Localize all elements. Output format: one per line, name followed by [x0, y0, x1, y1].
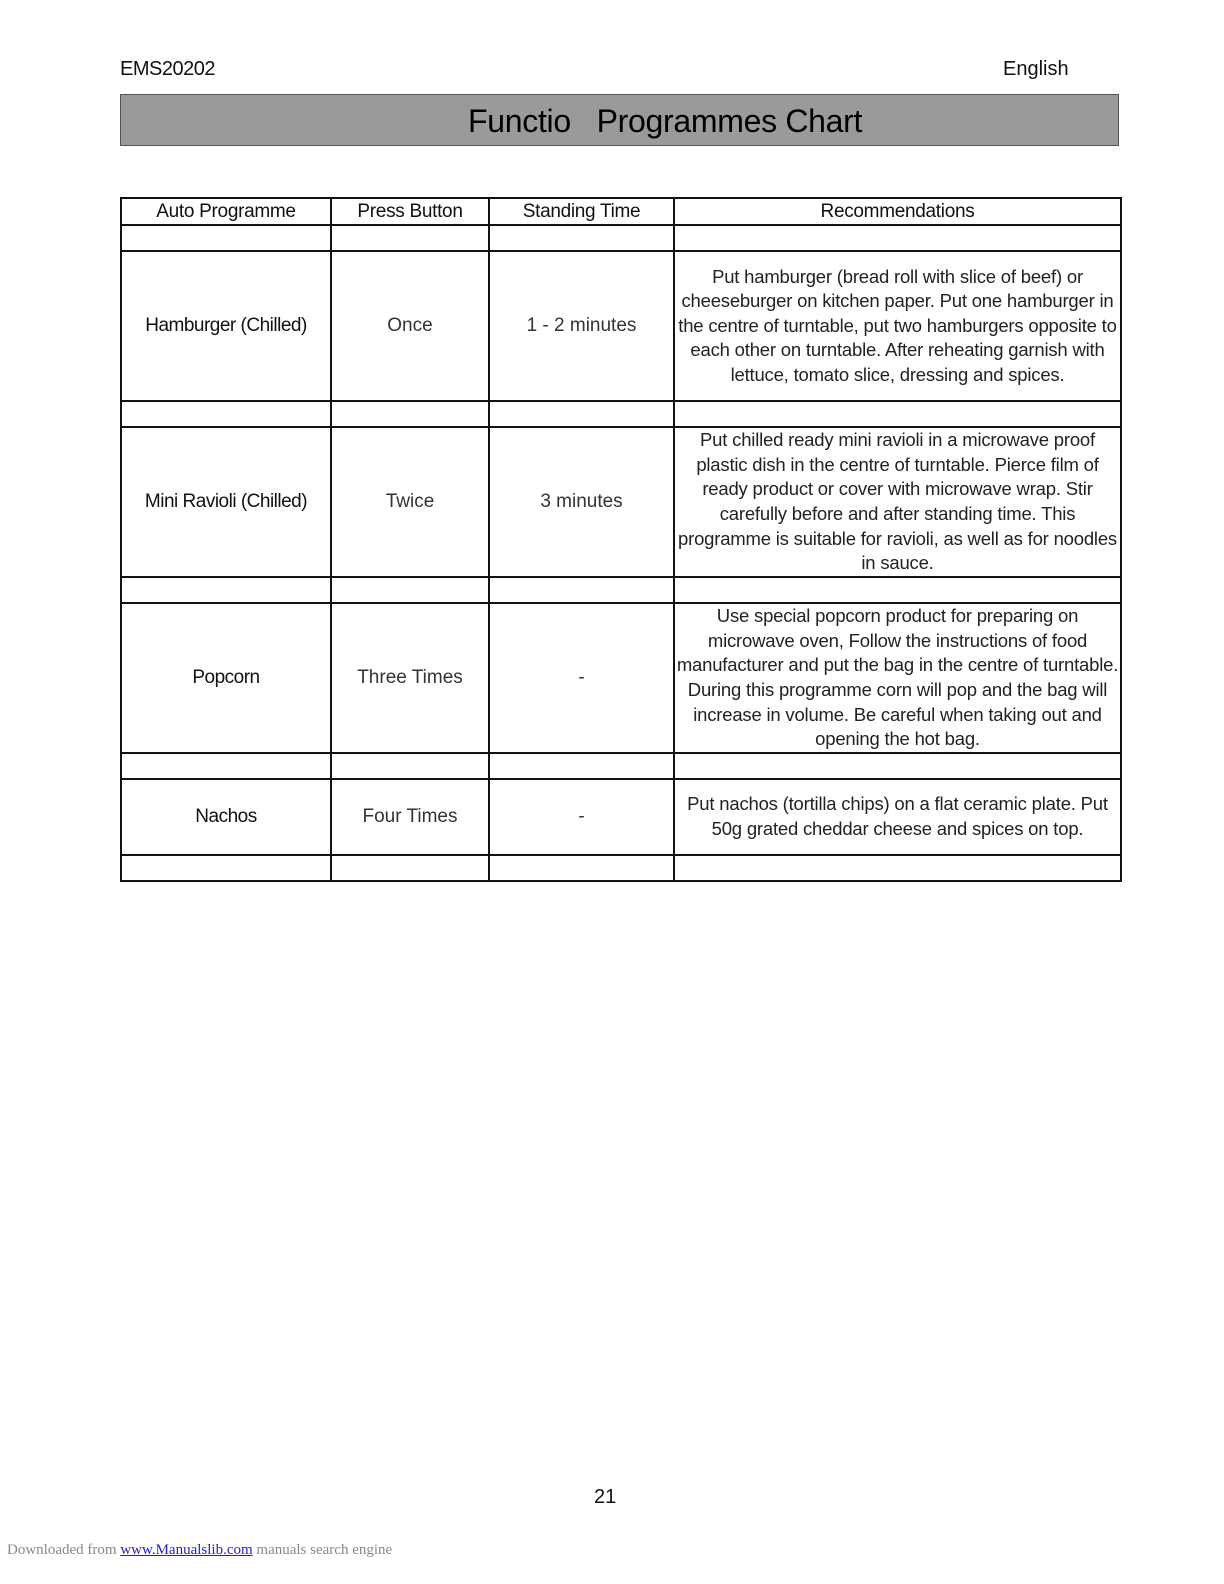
header-auto-programme: Auto Programme: [121, 198, 331, 225]
spacer-row: [121, 855, 1121, 881]
header-press-button: Press Button: [331, 198, 489, 225]
standing-time: -: [489, 779, 674, 855]
table-row: [121, 779, 1121, 855]
recommendation: Use special popcorn product for preparing on microwave oven, Follow the instructions of food manufacturer and put the bag in the centre of turntable. During this programme corn will pop and the bag will increase in volume. Be careful when taking out and opening the hot bag.: [674, 603, 1121, 753]
model-number: EMS20202: [120, 58, 215, 80]
recommendation: Put chilled ready mini ravioli in a microwave proof plastic dish in the centre of turntable. Pierce film of ready product or cover with microwave wrap. Stir carefully before and after standing time. This programme is suitable for ravioli, as well as for noodles in sauce.: [674, 427, 1121, 577]
press-count: Twice: [331, 427, 489, 577]
programmes-table: [120, 197, 1122, 882]
standing-time: -: [489, 603, 674, 753]
spacer-row: [121, 225, 1121, 251]
press-count: Once: [331, 251, 489, 401]
press-count: Three Times: [331, 603, 489, 753]
header-standing-time: Standing Time: [489, 198, 674, 225]
table-row: [121, 603, 1121, 753]
manualslib-link[interactable]: www.Manualslib.com: [120, 1542, 253, 1558]
standing-time: 1 - 2 minutes: [489, 251, 674, 401]
table-header-row: [121, 198, 1121, 225]
footer: [7, 1542, 392, 1559]
page-title: Functio Programmes Chart: [468, 103, 863, 139]
language-label: English: [1003, 58, 1069, 80]
spacer-row: [121, 753, 1121, 779]
spacer-row: [121, 401, 1121, 427]
table-row: [121, 251, 1121, 401]
programme-name: Nachos: [121, 779, 331, 855]
footer-suffix: manuals search engine: [256, 1542, 393, 1558]
table-row: [121, 427, 1121, 577]
footer-prefix: Downloaded from: [7, 1542, 117, 1558]
header-recommendations: Recommendations: [674, 198, 1121, 225]
recommendation: Put nachos (tortilla chips) on a flat ceramic plate. Put 50g grated cheddar cheese and spices on top.: [674, 779, 1121, 855]
page-number: 21: [594, 1486, 617, 1508]
standing-time: 3 minutes: [489, 427, 674, 577]
title-bar: [120, 94, 1119, 146]
programme-name: Popcorn: [121, 603, 331, 753]
recommendation: Put hamburger (bread roll with slice of beef) or cheeseburger on kitchen paper. Put one hamburger in the centre of turntable, put two hamburgers opposite to each other on turntable. After reheating garnish with lettuce, tomato slice, dressing and spices.: [674, 251, 1121, 401]
press-count: Four Times: [331, 779, 489, 855]
spacer-row: [121, 577, 1121, 603]
programme-name: Mini Ravioli (Chilled): [121, 427, 331, 577]
programme-name: Hamburger (Chilled): [121, 251, 331, 401]
